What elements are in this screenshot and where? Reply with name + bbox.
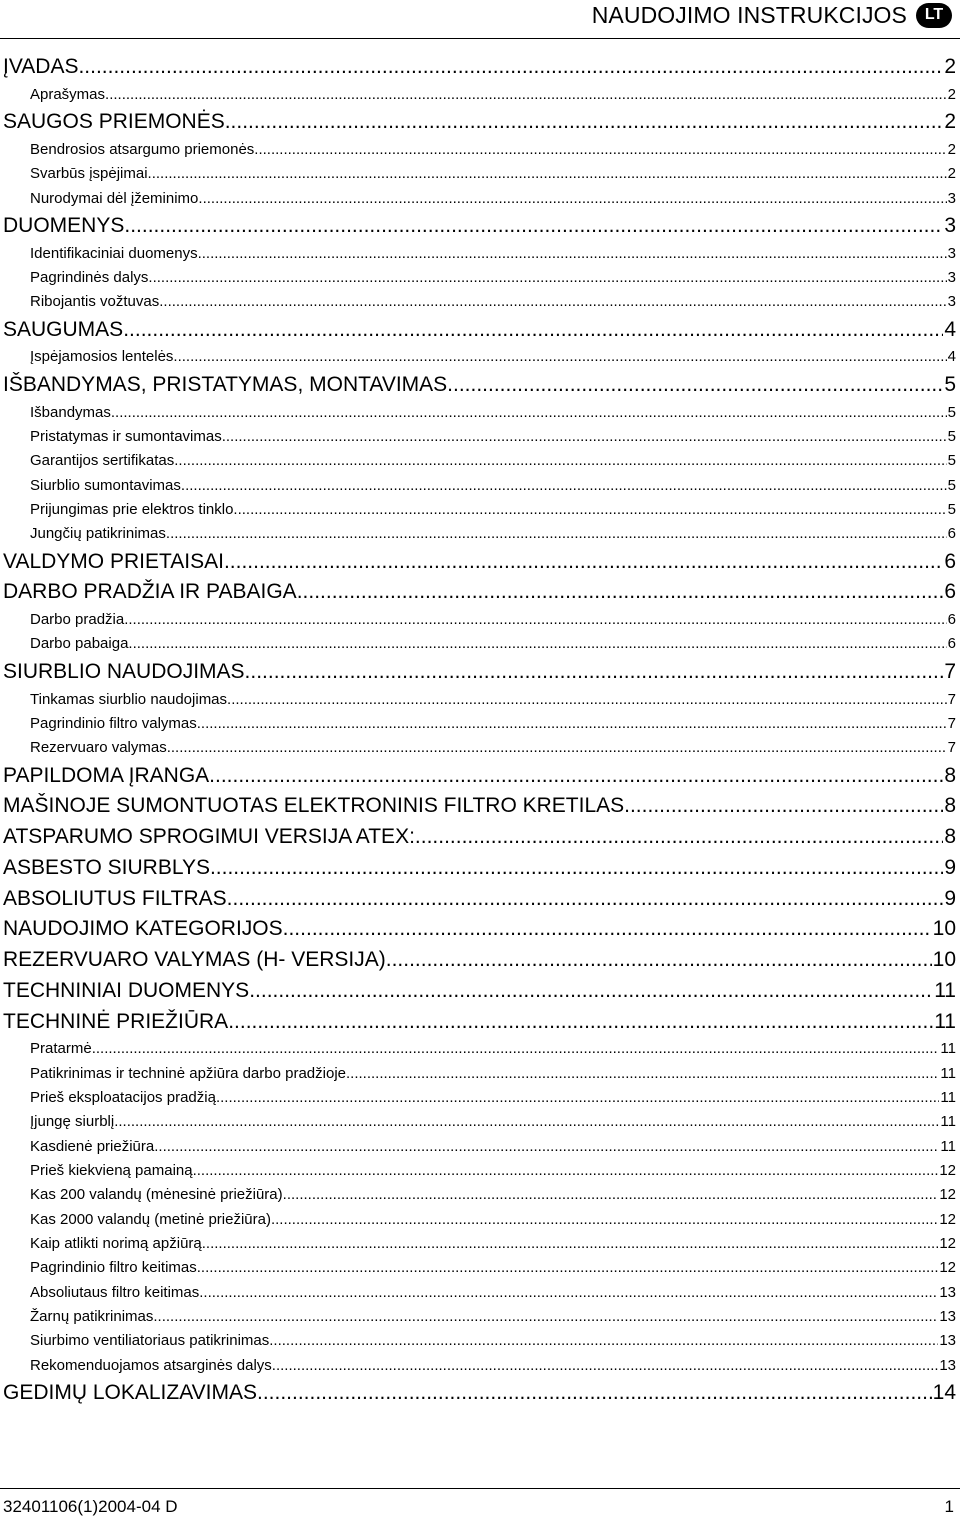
toc-entry-title: NAUDOJIMO KATEGORIJOS	[3, 917, 283, 941]
toc-dot-leader	[114, 1114, 939, 1129]
toc-entry-page: 6	[947, 635, 956, 653]
toc-dot-leader	[297, 581, 944, 602]
toc-subsection-entry[interactable]	[3, 612, 956, 636]
toc-section-entry[interactable]	[3, 918, 956, 949]
toc-entry-page: 2	[944, 55, 956, 78]
toc-subsection-entry[interactable]	[3, 349, 956, 373]
toc-dot-leader	[202, 1236, 939, 1251]
toc-entry-page: 13	[939, 1356, 956, 1374]
toc-entry-page: 8	[944, 763, 956, 787]
toc-dot-leader	[210, 857, 943, 878]
toc-entry-page: 5	[947, 452, 956, 470]
toc-dot-leader	[269, 1333, 938, 1348]
toc-entry-title: Identifikaciniai duomenys	[30, 244, 198, 262]
toc-entry-page: 3	[947, 189, 956, 207]
toc-dot-leader	[283, 1187, 939, 1202]
toc-dot-leader	[166, 526, 947, 541]
toc-subsection-entry[interactable]	[3, 429, 956, 453]
toc-entry-page: 12	[939, 1186, 956, 1204]
toc-entry-title: Siurblio sumontavimas	[30, 476, 181, 494]
toc-dot-leader	[92, 1041, 940, 1056]
toc-entry-page: 3	[944, 213, 956, 237]
toc-entry-page: 5	[947, 476, 956, 494]
toc-subsection-entry[interactable]	[3, 1187, 956, 1211]
toc-subsection-entry[interactable]	[3, 1309, 956, 1333]
toc-entry-title: TECHNINĖ PRIEŽIŪRA	[3, 1009, 229, 1033]
toc-section-entry[interactable]	[3, 661, 956, 692]
toc-dot-leader	[154, 1139, 939, 1154]
toc-entry-page: 7	[947, 714, 956, 732]
toc-section-entry[interactable]	[3, 551, 956, 582]
toc-dot-leader	[227, 888, 944, 909]
header-divider	[0, 38, 960, 39]
toc-entry-title: VALDYMO PRIETAISAI	[3, 549, 224, 573]
toc-entry-page: 11	[934, 1009, 956, 1033]
toc-entry-page: 13	[939, 1308, 956, 1326]
toc-entry-title: SAUGUMAS	[3, 317, 124, 341]
toc-entry-page: 6	[944, 549, 956, 573]
toc-dot-leader	[447, 374, 943, 395]
toc-entry-page: 9	[944, 886, 956, 910]
toc-entry-page: 5	[944, 372, 956, 396]
toc-section-entry[interactable]	[3, 949, 956, 980]
toc-dot-leader	[245, 661, 944, 682]
toc-entry-title: Pagrindinės dalys	[30, 268, 149, 286]
toc-dot-leader	[257, 1382, 932, 1403]
toc-section-entry[interactable]	[3, 215, 956, 246]
toc-entry-page: 11	[934, 978, 956, 1002]
toc-entry-page: 13	[939, 1332, 956, 1350]
toc-dot-leader	[193, 1163, 939, 1178]
toc-subsection-entry[interactable]	[3, 270, 956, 294]
toc-entry-page: 2	[947, 140, 956, 158]
toc-entry-title: SIURBLIO NAUDOJIMAS	[3, 659, 245, 683]
toc-entry-title: Įjungę siurblį	[30, 1113, 115, 1131]
toc-subsection-entry[interactable]	[3, 526, 956, 550]
toc-entry-page: 11	[940, 1040, 956, 1058]
toc-entry-page: 4	[947, 348, 956, 366]
toc-entry-title: SAUGOS PRIEMONĖS	[3, 110, 225, 134]
toc-subsection-entry[interactable]	[3, 1114, 956, 1138]
toc-entry-page: 3	[947, 268, 956, 286]
toc-entry-page: 13	[939, 1283, 956, 1301]
toc-entry-title: DARBO PRADŽIA IR PABAIGA	[3, 580, 297, 604]
toc-subsection-entry[interactable]	[3, 142, 956, 166]
toc-entry-page: 10	[932, 917, 956, 941]
toc-dot-leader	[216, 1090, 939, 1105]
table-of-contents	[3, 56, 956, 1413]
toc-section-entry[interactable]	[3, 765, 956, 796]
toc-entry-title: Kas 200 valandų (mėnesinė priežiūra)	[30, 1186, 283, 1204]
toc-dot-leader	[197, 1260, 939, 1275]
toc-dot-leader	[233, 502, 946, 517]
toc-entry-title: Pagrindinio filtro valymas	[30, 714, 197, 732]
toc-entry-page: 10	[932, 948, 956, 972]
toc-entry-page: 12	[939, 1162, 956, 1179]
toc-subsection-entry[interactable]	[3, 1090, 956, 1114]
toc-subsection-entry[interactable]	[3, 1139, 956, 1163]
toc-section-entry[interactable]	[3, 888, 956, 919]
footer-divider	[0, 1488, 960, 1489]
toc-entry-title: Siurbimo ventiliatoriaus patikrinimas	[30, 1332, 270, 1350]
toc-dot-leader	[249, 980, 933, 1001]
toc-entry-page: 9	[944, 855, 956, 879]
toc-entry-page: 8	[944, 794, 956, 818]
toc-entry-page: 5	[947, 427, 956, 445]
toc-entry-title: IŠBANDYMAS, PRISTATYMAS, MONTAVIMAS	[3, 372, 448, 396]
toc-section-entry[interactable]	[3, 980, 956, 1011]
toc-entry-page: 6	[944, 580, 956, 604]
toc-entry-page: 4	[944, 317, 956, 341]
toc-entry-title: GEDIMŲ LOKALIZAVIMAS	[3, 1381, 257, 1405]
toc-dot-leader	[386, 949, 932, 970]
toc-subsection-entry[interactable]	[3, 453, 956, 477]
language-badge: LT	[916, 3, 952, 28]
toc-entry-title: Darbo pabaiga	[30, 635, 129, 653]
toc-section-entry[interactable]	[3, 319, 956, 350]
toc-entry-page: 12	[939, 1210, 956, 1228]
toc-dot-leader	[167, 740, 947, 755]
toc-entry-page: 2	[944, 110, 956, 134]
toc-subsection-entry[interactable]	[3, 1333, 956, 1357]
toc-dot-leader	[123, 319, 943, 340]
toc-subsection-entry[interactable]	[3, 1041, 956, 1065]
toc-entry-page: 11	[940, 1064, 956, 1082]
toc-dot-leader	[198, 191, 946, 206]
toc-entry-page: 3	[947, 244, 956, 262]
toc-subsection-entry[interactable]	[3, 478, 956, 502]
toc-dot-leader	[222, 429, 947, 444]
toc-subsection-entry[interactable]	[3, 87, 956, 111]
toc-entry-title: Bendrosios atsargumo priemonės	[30, 140, 255, 158]
toc-entry-title: Tinkamas siurblio naudojimas	[30, 690, 228, 708]
toc-dot-leader	[283, 918, 932, 939]
toc-dot-leader	[105, 87, 947, 102]
toc-dot-leader	[124, 612, 946, 627]
toc-subsection-entry[interactable]	[3, 636, 956, 660]
toc-dot-leader	[181, 478, 947, 493]
toc-dot-leader	[199, 1285, 938, 1300]
toc-entry-title: ATSPARUMO SPROGIMUI VERSIJA ATEX:	[3, 825, 415, 849]
toc-entry-page: 3	[947, 293, 956, 311]
toc-section-entry[interactable]	[3, 1011, 956, 1042]
toc-entry-title: PAPILDOMA ĮRANGA	[3, 763, 210, 787]
toc-subsection-entry[interactable]	[3, 1260, 956, 1284]
toc-entry-title: ĮVADAS	[3, 55, 79, 78]
toc-dot-leader	[159, 294, 946, 309]
toc-entry-page: 7	[944, 659, 956, 683]
toc-entry-title: Kasdienė priežiūra	[30, 1137, 155, 1155]
toc-entry-page: 5	[947, 500, 956, 518]
toc-subsection-entry[interactable]	[3, 191, 956, 215]
toc-entry-title: Jungčių patikrinimas	[30, 525, 166, 543]
toc-entry-page: 2	[947, 165, 956, 183]
toc-entry-title: TECHNINIAI DUOMENYS	[3, 978, 250, 1002]
toc-entry-title: Svarbūs įspėjimai	[30, 165, 148, 183]
toc-entry-page: 7	[947, 690, 956, 708]
toc-entry-page: 11	[940, 1088, 956, 1106]
toc-dot-leader	[271, 1212, 938, 1227]
toc-entry-title: Žarnų patikrinimas	[30, 1308, 154, 1326]
toc-entry-title: Patikrinimas ir techninė apžiūra darbo pradžioje.	[30, 1064, 351, 1082]
toc-entry-title: Pagrindinio filtro keitimas	[30, 1259, 197, 1277]
toc-entry-title: Prieš kiekvieną pamainą	[30, 1162, 193, 1179]
toc-entry-title: Įspėjamosios lentelės	[30, 348, 174, 366]
toc-entry-title: MAŠINOJE SUMONTUOTAS ELEKTRONINIS FILTRO KRETILAS	[3, 794, 625, 818]
toc-subsection-entry[interactable]	[3, 1212, 956, 1236]
toc-dot-leader	[148, 270, 946, 285]
toc-subsection-entry[interactable]	[3, 1285, 956, 1309]
toc-section-entry[interactable]	[3, 795, 956, 826]
toc-entry-page: 8	[944, 825, 956, 849]
toc-subsection-entry[interactable]	[3, 405, 956, 429]
document-code: 32401106(1)2004-04 D	[3, 1497, 178, 1516]
toc-section-entry[interactable]	[3, 1382, 956, 1413]
toc-entry-page: 12	[939, 1235, 956, 1253]
toc-dot-leader	[198, 246, 947, 261]
toc-entry-title: Prieš eksploatacijos pradžią	[30, 1088, 216, 1106]
toc-dot-leader	[128, 636, 946, 651]
toc-entry-title: ABSOLIUTUS FILTRAS	[3, 886, 227, 910]
page-header	[592, 0, 952, 30]
header-title: NAUDOJIMO INSTRUKCIJOS	[591, 1, 907, 28]
toc-dot-leader	[624, 795, 943, 816]
toc-subsection-entry[interactable]	[3, 716, 956, 740]
toc-entry-title: Nurodymai dėl įžeminimo	[30, 189, 199, 207]
toc-dot-leader	[78, 56, 943, 77]
toc-dot-leader	[415, 826, 943, 847]
toc-entry-page: 6	[947, 525, 956, 543]
toc-section-entry[interactable]	[3, 826, 956, 857]
toc-entry-title: DUOMENYS	[3, 213, 125, 237]
toc-subsection-entry[interactable]	[3, 1358, 956, 1382]
toc-section-entry[interactable]	[3, 56, 956, 87]
toc-dot-leader	[111, 405, 947, 420]
toc-entry-page: 7	[947, 739, 956, 757]
toc-entry-title: Kaip atlikti norimą apžiūrą	[30, 1235, 202, 1253]
toc-dot-leader	[209, 765, 943, 786]
toc-entry-title: ASBESTO SIURBLYS	[3, 855, 210, 879]
toc-entry-title: REZERVUARO VALYMAS (H- VERSIJA)	[3, 948, 386, 972]
toc-dot-leader	[124, 215, 943, 236]
toc-section-entry[interactable]	[3, 857, 956, 888]
toc-subsection-entry[interactable]	[3, 246, 956, 270]
toc-entry-page: 11	[940, 1113, 956, 1131]
toc-entry-title: Garantijos sertifikatas	[30, 452, 175, 470]
toc-dot-leader	[272, 1358, 939, 1373]
toc-entry-title: Išbandymas	[30, 403, 111, 421]
toc-subsection-entry[interactable]	[3, 502, 956, 526]
toc-entry-title: Rekomenduojamos atsarginės dalys	[30, 1356, 272, 1374]
toc-dot-leader	[227, 692, 947, 707]
toc-dot-leader	[174, 453, 946, 468]
toc-entry-page: 2	[947, 85, 956, 103]
toc-entry-title: Kas 2000 valandų (metinė priežiūra)	[30, 1210, 271, 1228]
toc-dot-leader	[228, 1011, 933, 1032]
toc-entry-title: Pristatymas ir sumontavimas	[30, 427, 222, 445]
toc-entry-page: 12	[939, 1259, 956, 1277]
toc-section-entry[interactable]	[3, 111, 956, 142]
toc-subsection-entry[interactable]	[3, 740, 956, 764]
toc-entry-title: Pratarmė	[30, 1040, 92, 1058]
toc-entry-page: 14	[932, 1381, 956, 1405]
page-number: 1	[944, 1497, 954, 1516]
toc-entry-title: Ribojantis vožtuvas	[30, 293, 160, 311]
toc-entry-title: Absoliutaus filtro keitimas	[30, 1283, 200, 1301]
toc-subsection-entry[interactable]	[3, 692, 956, 716]
toc-dot-leader	[197, 716, 947, 731]
toc-subsection-entry[interactable]	[3, 166, 956, 190]
toc-subsection-entry[interactable]	[3, 1236, 956, 1260]
toc-section-entry[interactable]	[3, 581, 956, 612]
toc-dot-leader	[224, 551, 943, 572]
toc-entry-page: 6	[947, 611, 956, 629]
toc-entry-page: 5	[947, 403, 956, 421]
toc-section-entry[interactable]	[3, 374, 956, 405]
toc-entry-title: Rezervuaro valymas	[30, 739, 167, 757]
toc-dot-leader	[254, 142, 946, 157]
toc-subsection-entry[interactable]	[3, 1066, 956, 1090]
toc-subsection-entry[interactable]	[3, 294, 956, 318]
toc-entry-title: Darbo pradžia	[30, 611, 125, 629]
toc-entry-title: Aprašymas	[30, 85, 106, 103]
toc-dot-leader	[148, 166, 947, 181]
toc-subsection-entry[interactable]	[3, 1163, 956, 1187]
toc-dot-leader	[173, 349, 946, 364]
toc-dot-leader	[153, 1309, 938, 1324]
toc-entry-title: Prijungimas prie elektros tinklo	[30, 500, 234, 518]
toc-entry-page: 11	[940, 1137, 956, 1155]
toc-dot-leader	[350, 1066, 939, 1081]
toc-dot-leader	[225, 111, 944, 132]
